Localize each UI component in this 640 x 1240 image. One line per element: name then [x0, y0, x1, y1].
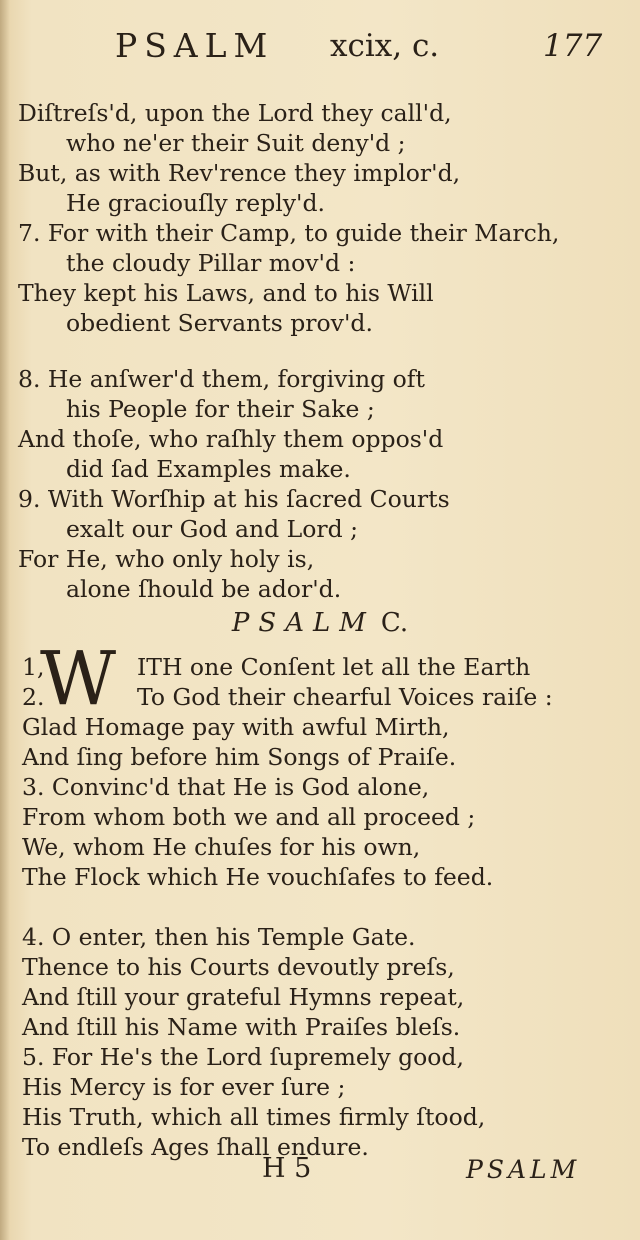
verse-line: His Mercy is for ever ſure ; — [22, 1073, 346, 1101]
verse-line: And ſtill your grateful Hymns repeat, — [22, 983, 465, 1011]
verse-line: 7. For with their Camp, to guide their March, — [18, 219, 560, 247]
verse-line-2 — [22, 682, 634, 712]
verse-line: who ne'er their Suit deny'd ; — [66, 129, 406, 157]
verse-line: Glad Homage pay with awful Mirth, — [22, 713, 450, 741]
verse-line: The Flock which He vouchſafes to feed. — [22, 863, 494, 891]
verse-line: 3. Convinc'd that He is God alone, — [22, 773, 430, 801]
psalm-heading-number: C. — [380, 608, 409, 638]
verse-line: And thoſe, who raſhly them oppos'd — [18, 425, 444, 453]
verse-text: ITH one Conſent let all the Earth — [137, 653, 531, 681]
verse-number: 1, — [22, 653, 45, 681]
verse-line-1 — [22, 652, 634, 682]
verse-line: They kept his Laws, and to his Will — [18, 279, 434, 307]
verse-line: did ſad Examples make. — [66, 455, 351, 483]
verse-line: And ſing before him Songs of Praiſe. — [22, 743, 457, 771]
verse-line: obedient Servants prov'd. — [66, 309, 373, 337]
verse-line: To endleſs Ages ſhall endure. — [22, 1133, 369, 1161]
verse-line: 5. For He's the Lord ſupremely good, — [22, 1043, 464, 1071]
verse-line: 8. He anſwer'd them, forgiving oft — [18, 365, 425, 393]
verse-line: exalt our God and Lord ; — [66, 515, 359, 543]
running-title: PSALM — [115, 26, 275, 65]
verse-line: We, whom He chuſes for his own, — [22, 833, 421, 861]
stanza-verses-8-9 — [18, 364, 633, 604]
running-header — [0, 26, 640, 72]
verse-line: Thence to his Courts devoutly preſs, — [22, 953, 455, 981]
psalm-numbers: xcix, c. — [330, 28, 440, 64]
psalm-c-text — [22, 652, 634, 1162]
verse-line: And ſtill his Name with Praiſes bleſs. — [22, 1013, 461, 1041]
verse-line: From whom both we and all proceed ; — [22, 803, 476, 831]
verse-line: alone ſhould be ador'd. — [66, 575, 342, 603]
psalm-heading-word: PSALM — [231, 608, 375, 638]
verse-line: 9. With Worſhip at his ſacred Courts — [18, 485, 450, 513]
verse-line: His Truth, which all times firmly ſtood, — [22, 1103, 486, 1131]
verse-text: To God their chearful Voices raiſe : — [137, 683, 553, 711]
verse-line: the cloudy Pillar mov'd : — [66, 249, 356, 277]
page-number: 177 — [543, 28, 603, 64]
verse-line: Diſtreſs'd, upon the Lord they call'd, — [18, 99, 452, 127]
psalm-heading — [0, 608, 640, 638]
verse-line: For He, who only holy is, — [18, 545, 315, 573]
verse-number: 2. — [22, 683, 45, 711]
drop-cap: W — [40, 636, 117, 722]
catchword: PSALM — [466, 1155, 581, 1184]
stanza-verses-6-7 — [18, 98, 633, 338]
page-footer — [0, 1153, 640, 1193]
signature-mark: H 5 — [262, 1153, 312, 1184]
verse-line: But, as with Rev'rence they implor'd, — [18, 159, 461, 187]
verse-line: his People for their Sake ; — [66, 395, 375, 423]
stanza-gap — [22, 892, 634, 922]
verse-line: He graciouſly reply'd. — [66, 189, 326, 217]
verse-line: 4. O enter, then his Temple Gate. — [22, 923, 416, 951]
